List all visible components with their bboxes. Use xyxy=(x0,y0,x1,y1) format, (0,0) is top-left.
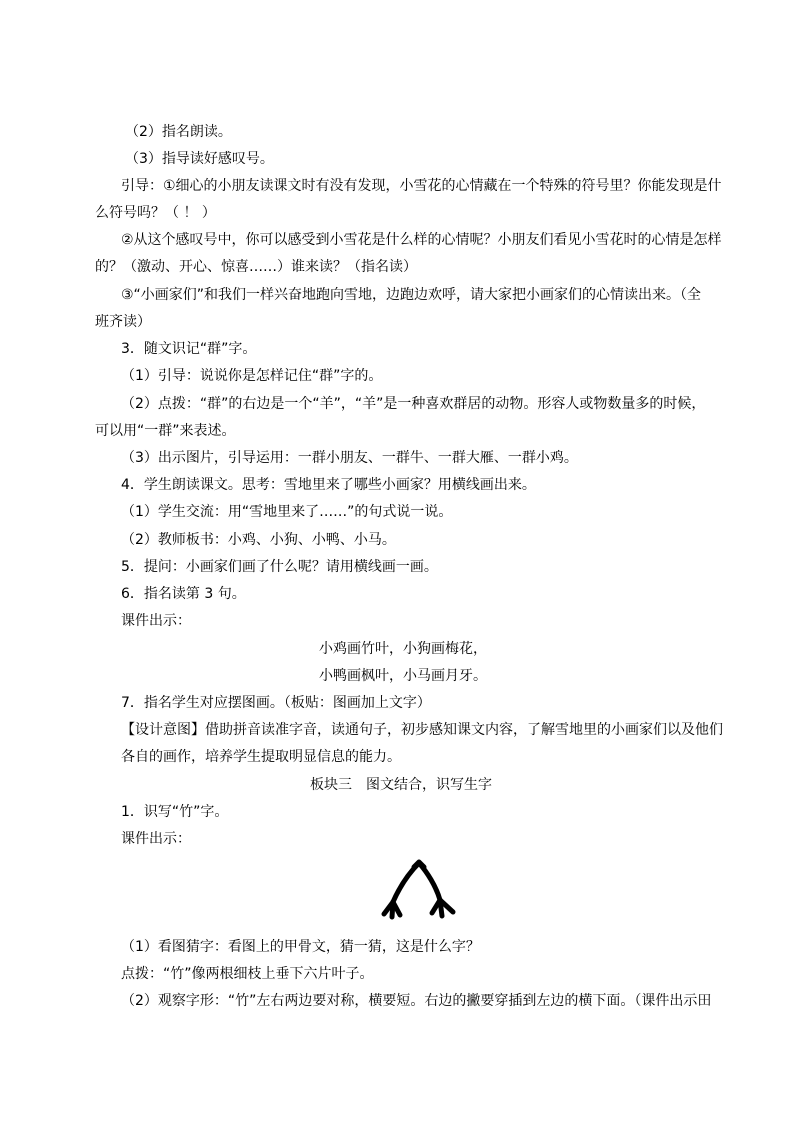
text-line: （3）出示图片，引导运用：一群小朋友、一群牛、一群大雁、一群小鸡。 xyxy=(121,450,578,466)
text-line: （1）学生交流：用“雪地里来了……”的句式说一说。 xyxy=(121,504,453,520)
text-line: 么符号吗？（ ！ ） xyxy=(95,205,216,221)
text-line: （2）指名朗读。 xyxy=(125,124,232,140)
text-line: 班齐读） xyxy=(95,314,151,330)
section-heading: 板块三 图文结合，识写生字 xyxy=(310,777,492,793)
text-line: 1．识写“竹”字。 xyxy=(121,804,229,820)
text-line: 6．指名读第 3 句。 xyxy=(121,586,246,602)
text-line: 引导：①细心的小朋友读课文时有没有发现，小雪花的心情藏在一个特殊的符号里？你能发现是什 xyxy=(121,178,722,194)
text-line: （2）观察字形：“竹”左右两边要对称，横要短。右边的撇要穿插到左边的横下面。（课件出示田 xyxy=(121,993,712,1009)
text-line: （1）引导：说说你是怎样记住“群”字的。 xyxy=(121,368,383,384)
courseware-text: 小鸭画枫叶，小马画月牙。 xyxy=(319,668,487,684)
design-intent: 各自的画作，培养学生提取明显信息的能力。 xyxy=(121,749,401,765)
text-line: （2）点拨：“群”的右边是一个“羊”，“羊”是一种喜欢群居的动物。形容人或物数量多的时候， xyxy=(121,396,706,412)
text-line: 课件出示： xyxy=(121,831,191,847)
text-line: （2）教师板书：小鸡、小狗、小鸭、小马。 xyxy=(121,532,396,548)
text-line: 课件出示： xyxy=(121,613,191,629)
oracle-bone-bamboo-glyph-icon xyxy=(376,858,466,924)
design-intent: 【设计意图】借助拼音读准字音，读通句子，初步感知课文内容，了解雪地里的小画家们以及他们 xyxy=(121,722,723,738)
text-line: （3）指导读好感叹号。 xyxy=(125,151,274,167)
courseware-text: 小鸡画竹叶，小狗画梅花， xyxy=(319,641,487,657)
text-line: ②从这个感叹号中，你可以感受到小雪花是什么样的心情呢？小朋友们看见小雪花时的心情是怎样 xyxy=(121,232,722,248)
text-line: （1）看图猜字：看图上的甲骨文，猜一猜，这是什么字？ xyxy=(121,939,480,955)
text-line: 点拨：“竹”像两根细枝上垂下六片叶子。 xyxy=(121,966,374,982)
text-line: ③“小画家们”和我们一样兴奋地跑向雪地，边跑边欢呼，请大家把小画家们的心情读出来。（全 xyxy=(121,287,702,303)
text-line: 7．指名学生对应摆图画。（板贴：图画加上文字） xyxy=(121,695,431,711)
text-line: 可以用“一群”来表述。 xyxy=(95,423,236,439)
text-line: 4．学生朗读课文。思考：雪地里来了哪些小画家？用横线画出来。 xyxy=(121,477,536,493)
text-line: 的？（激动、开心、惊喜……）谁来读？（指名读） xyxy=(95,259,417,275)
text-line: 3．随文识记“群”字。 xyxy=(121,341,257,357)
text-line: 5．提问：小画家们画了什么呢？请用横线画一画。 xyxy=(121,559,438,575)
